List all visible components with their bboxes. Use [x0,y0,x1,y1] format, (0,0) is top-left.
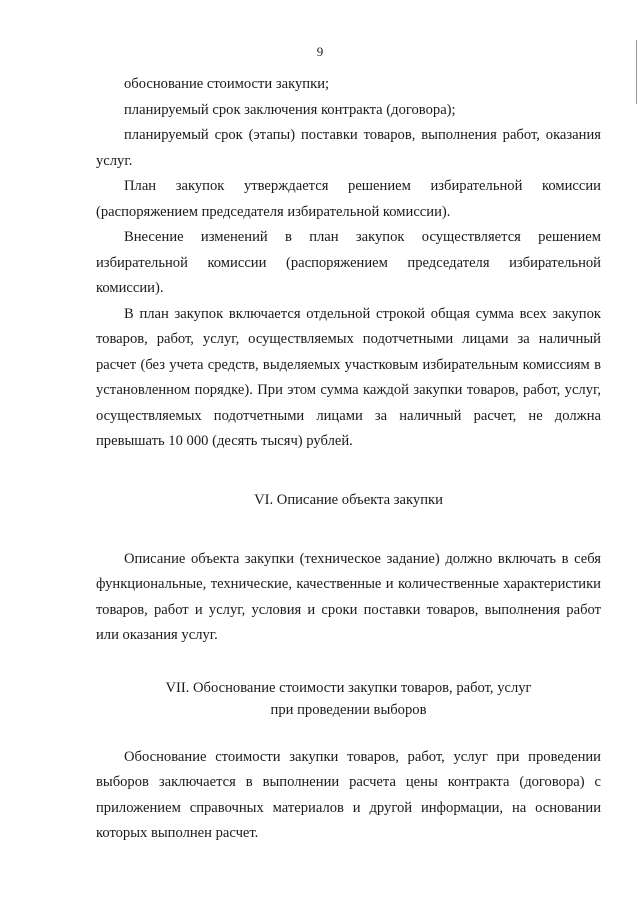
section-heading-vii-line2: при проведении выборов [270,701,427,718]
paragraph-plan-approval: План закупок утверждается решением избирательной комиссии (распоряжением председателя избирательной комиссии). [96,178,601,220]
paragraph-delivery-term: планируемый срок (этапы) поставки товаров, выполнения работ, оказания услуг. [96,127,601,169]
section-heading-vii-line1: VII. Обоснование стоимости закупки товаров, работ, услуг [165,679,532,696]
paragraph-contract-term: планируемый срок заключения контракта (договора); [124,101,456,118]
paragraph-cash-purchases: В план закупок включается отдельной строкой общая сумма всех закупок товаров, работ, услуг, осуществляемых подотчетными лицами за наличный расчет (без учета средств, выделяемых участковым избирательным комиссиям в установленном порядке). При этом сумма каждой закупки товаров, работ, услуг, осуществляемых подотчетными лицами за наличный расчет, не должна превышать 10 000 (десять тысяч) рублей. [96,305,601,449]
paragraph-cost-justification: обоснование стоимости закупки; [124,76,330,92]
paragraph-plan-changes: Внесение изменений в план закупок осуществляется решением избирательной комиссии (распоряжением председателя избирательной комиссии). [96,229,601,296]
page-number: 9 [316,44,324,59]
section-heading-vii [96,677,601,721]
paragraph-cost-calculation: Обоснование стоимости закупки товаров, работ, услуг при проведении выборов заключается в выполнении расчета цены контракта (договора) с приложением справочных материалов и другой информации, на основании которых выполнен расчет. [96,748,601,841]
paragraph-object-description: Описание объекта закупки (техническое задание) должно включать в себя функциональные, технические, качественные и количественные характеристики товаров, работ и услуг, условия и сроки поставки товаров, выполнения работ или оказания услуг. [96,550,601,643]
section-heading-vi: VI. Описание объекта закупки [254,491,443,508]
document-body [96,72,601,847]
